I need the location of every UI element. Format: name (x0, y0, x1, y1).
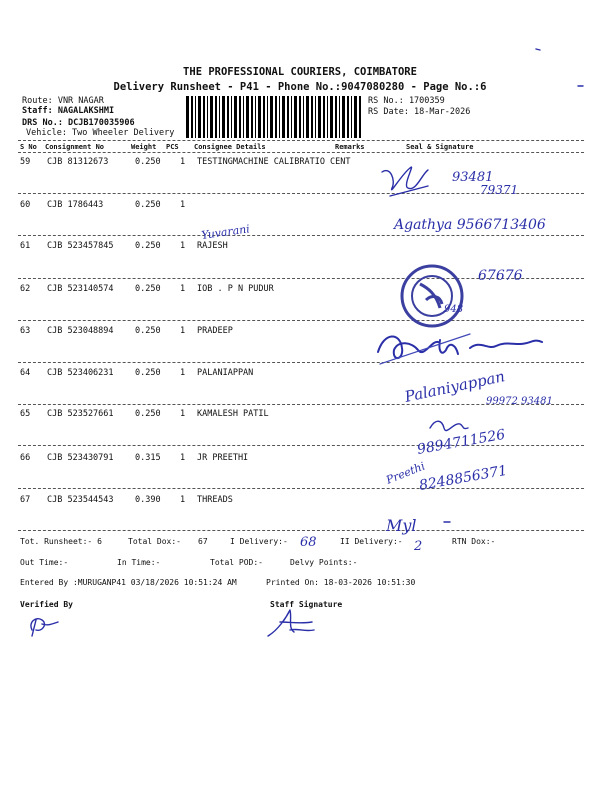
col-seal-signature: Seal & Signature (406, 143, 474, 151)
handwriting-row60: Agathya 9566713406 (394, 217, 546, 233)
total-dox-label: Total Dox:- (128, 537, 181, 546)
row-weight: 0.250 (135, 157, 161, 167)
out-time-label: Out Time:- (20, 558, 69, 567)
rtn-dox-label: RTN Dox:- (452, 537, 496, 546)
col-remarks: Remarks (335, 143, 365, 151)
signature-row63 (378, 336, 542, 358)
row-weight: 0.250 (135, 241, 161, 251)
row-pcs: 1 (180, 157, 186, 167)
col-pcs: PCS (166, 143, 179, 151)
row-pcs: 1 (180, 453, 186, 463)
row-consignment: CJB 523527661 (47, 409, 114, 419)
row-sno: 63 (20, 326, 31, 336)
col-consignment: Consignment No (45, 143, 105, 151)
handwriting-row64-num: 99972 93481 (486, 396, 553, 407)
row-sno: 60 (20, 200, 31, 210)
runsheet-title: Delivery Runsheet - P41 - Phone No.:9047080280 - Page No.:6 (113, 81, 487, 93)
handwriting-ii-delivery: 2 (414, 539, 423, 554)
rs-number: RS No.: 1700359 (368, 96, 445, 106)
row-weight: 0.315 (135, 453, 161, 463)
row-consignee: JR PREETHI (197, 453, 249, 463)
tot-runsheet: Tot. Runsheet:- 6 (20, 537, 102, 546)
row-sno: 66 (20, 453, 31, 463)
row-sno: 64 (20, 368, 31, 378)
row-weight: 0.250 (135, 284, 161, 294)
handwriting-row64: Palaniyappan (403, 367, 507, 406)
row-consignment: CJB 81312673 (47, 157, 109, 167)
entered-by: Entered By :MURUGANP41 03/18/2026 10:51:24 AM (20, 578, 237, 587)
row-weight: 0.390 (135, 495, 161, 505)
route-label: Route: VNR NAGAR (22, 96, 104, 106)
verified-signature (31, 619, 58, 636)
handwriting-row67: Myl (386, 516, 417, 535)
staff-label: Staff: NAGALAKSHMI (22, 106, 115, 116)
handwriting-row61-name: Yuvarani (200, 222, 251, 242)
handwriting-row59-b: 79371 (480, 183, 519, 197)
ii-delivery-label: II Delivery:- (340, 537, 403, 546)
rs-date: RS Date: 18-Mar-2026 (368, 107, 471, 117)
row-consignment: CJB 523140574 (47, 284, 114, 294)
in-time-label: In Time:- (117, 558, 161, 567)
row-consignment: CJB 1786443 (47, 200, 104, 210)
row-consignment: CJB 523406231 (47, 368, 114, 378)
delvy-points-label: Delvy Points:- (290, 558, 358, 567)
printed-on: Printed On: 18-03-2026 10:51:30 (266, 578, 416, 587)
row-pcs: 1 (180, 368, 186, 378)
row-sno: 59 (20, 157, 31, 167)
handwriting-row66-a: 9894711526 (415, 426, 507, 458)
row-weight: 0.250 (135, 326, 161, 336)
i-delivery-label: I Delivery:- (230, 537, 288, 546)
signature-row65 (430, 421, 468, 430)
row-consignee: PALANIAPPAN (197, 368, 254, 378)
row-pcs: 1 (180, 409, 186, 419)
row-consignee: TESTINGMACHINE CALIBRATIO CENT (197, 157, 351, 167)
total-dox-value: 67 (198, 537, 208, 546)
row-consignee: THREADS (197, 495, 233, 505)
row-sno: 65 (20, 409, 31, 419)
row-consignment: CJB 523430791 (47, 453, 114, 463)
total-pod-label: Total POD:- (210, 558, 263, 567)
row-weight: 0.250 (135, 409, 161, 419)
row-consignee: KAMALESH PATIL (197, 409, 269, 419)
row-pcs: 1 (180, 495, 186, 505)
row-pcs: 1 (180, 284, 186, 294)
row-consignment: CJB 523457845 (47, 241, 114, 251)
drs-number: DRS No.: DCJB170035906 (22, 118, 135, 128)
row-consignee: PRADEEP (197, 326, 233, 336)
staff-signature-ink (268, 610, 314, 636)
row-pcs: 1 (180, 200, 186, 210)
row-consignee: IOB . P N PUDUR (197, 284, 274, 294)
handwriting-row66-c: 8248856371 (417, 462, 509, 494)
row-weight: 0.250 (135, 200, 161, 210)
handwriting-row59-a: 93481 (452, 170, 494, 185)
row-consignment: CJB 523544543 (47, 495, 114, 505)
staff-signature-label: Staff Signature (270, 600, 343, 609)
handwriting-row66-b: Preethi (384, 459, 427, 487)
company-stamp (402, 266, 462, 326)
row-sno: 61 (20, 241, 31, 251)
row-pcs: 1 (180, 326, 186, 336)
vehicle-label: Vehicle: Two Wheeler Delivery (26, 128, 175, 138)
company-title: THE PROFESSIONAL COURIERS, COIMBATORE (183, 66, 417, 78)
handwriting-i-delivery: 68 (300, 535, 317, 550)
col-consignee: Consignee Details (194, 143, 266, 151)
handwriting-row62-num: 948 (444, 304, 464, 315)
row-consignment: CJB 523048894 (47, 326, 114, 336)
row-consignee: RAJESH (197, 241, 228, 251)
handwriting-row61-phone: 67676 (478, 268, 523, 284)
row-weight: 0.250 (135, 368, 161, 378)
col-weight: Weight (131, 143, 157, 151)
row-sno: 62 (20, 284, 31, 294)
ink-dot-mark (536, 49, 540, 50)
verified-by-label: Verified By (20, 600, 73, 609)
row-sno: 67 (20, 495, 31, 505)
signature-scribble (382, 167, 428, 196)
row-pcs: 1 (180, 241, 186, 251)
col-sno: S No (20, 143, 37, 151)
